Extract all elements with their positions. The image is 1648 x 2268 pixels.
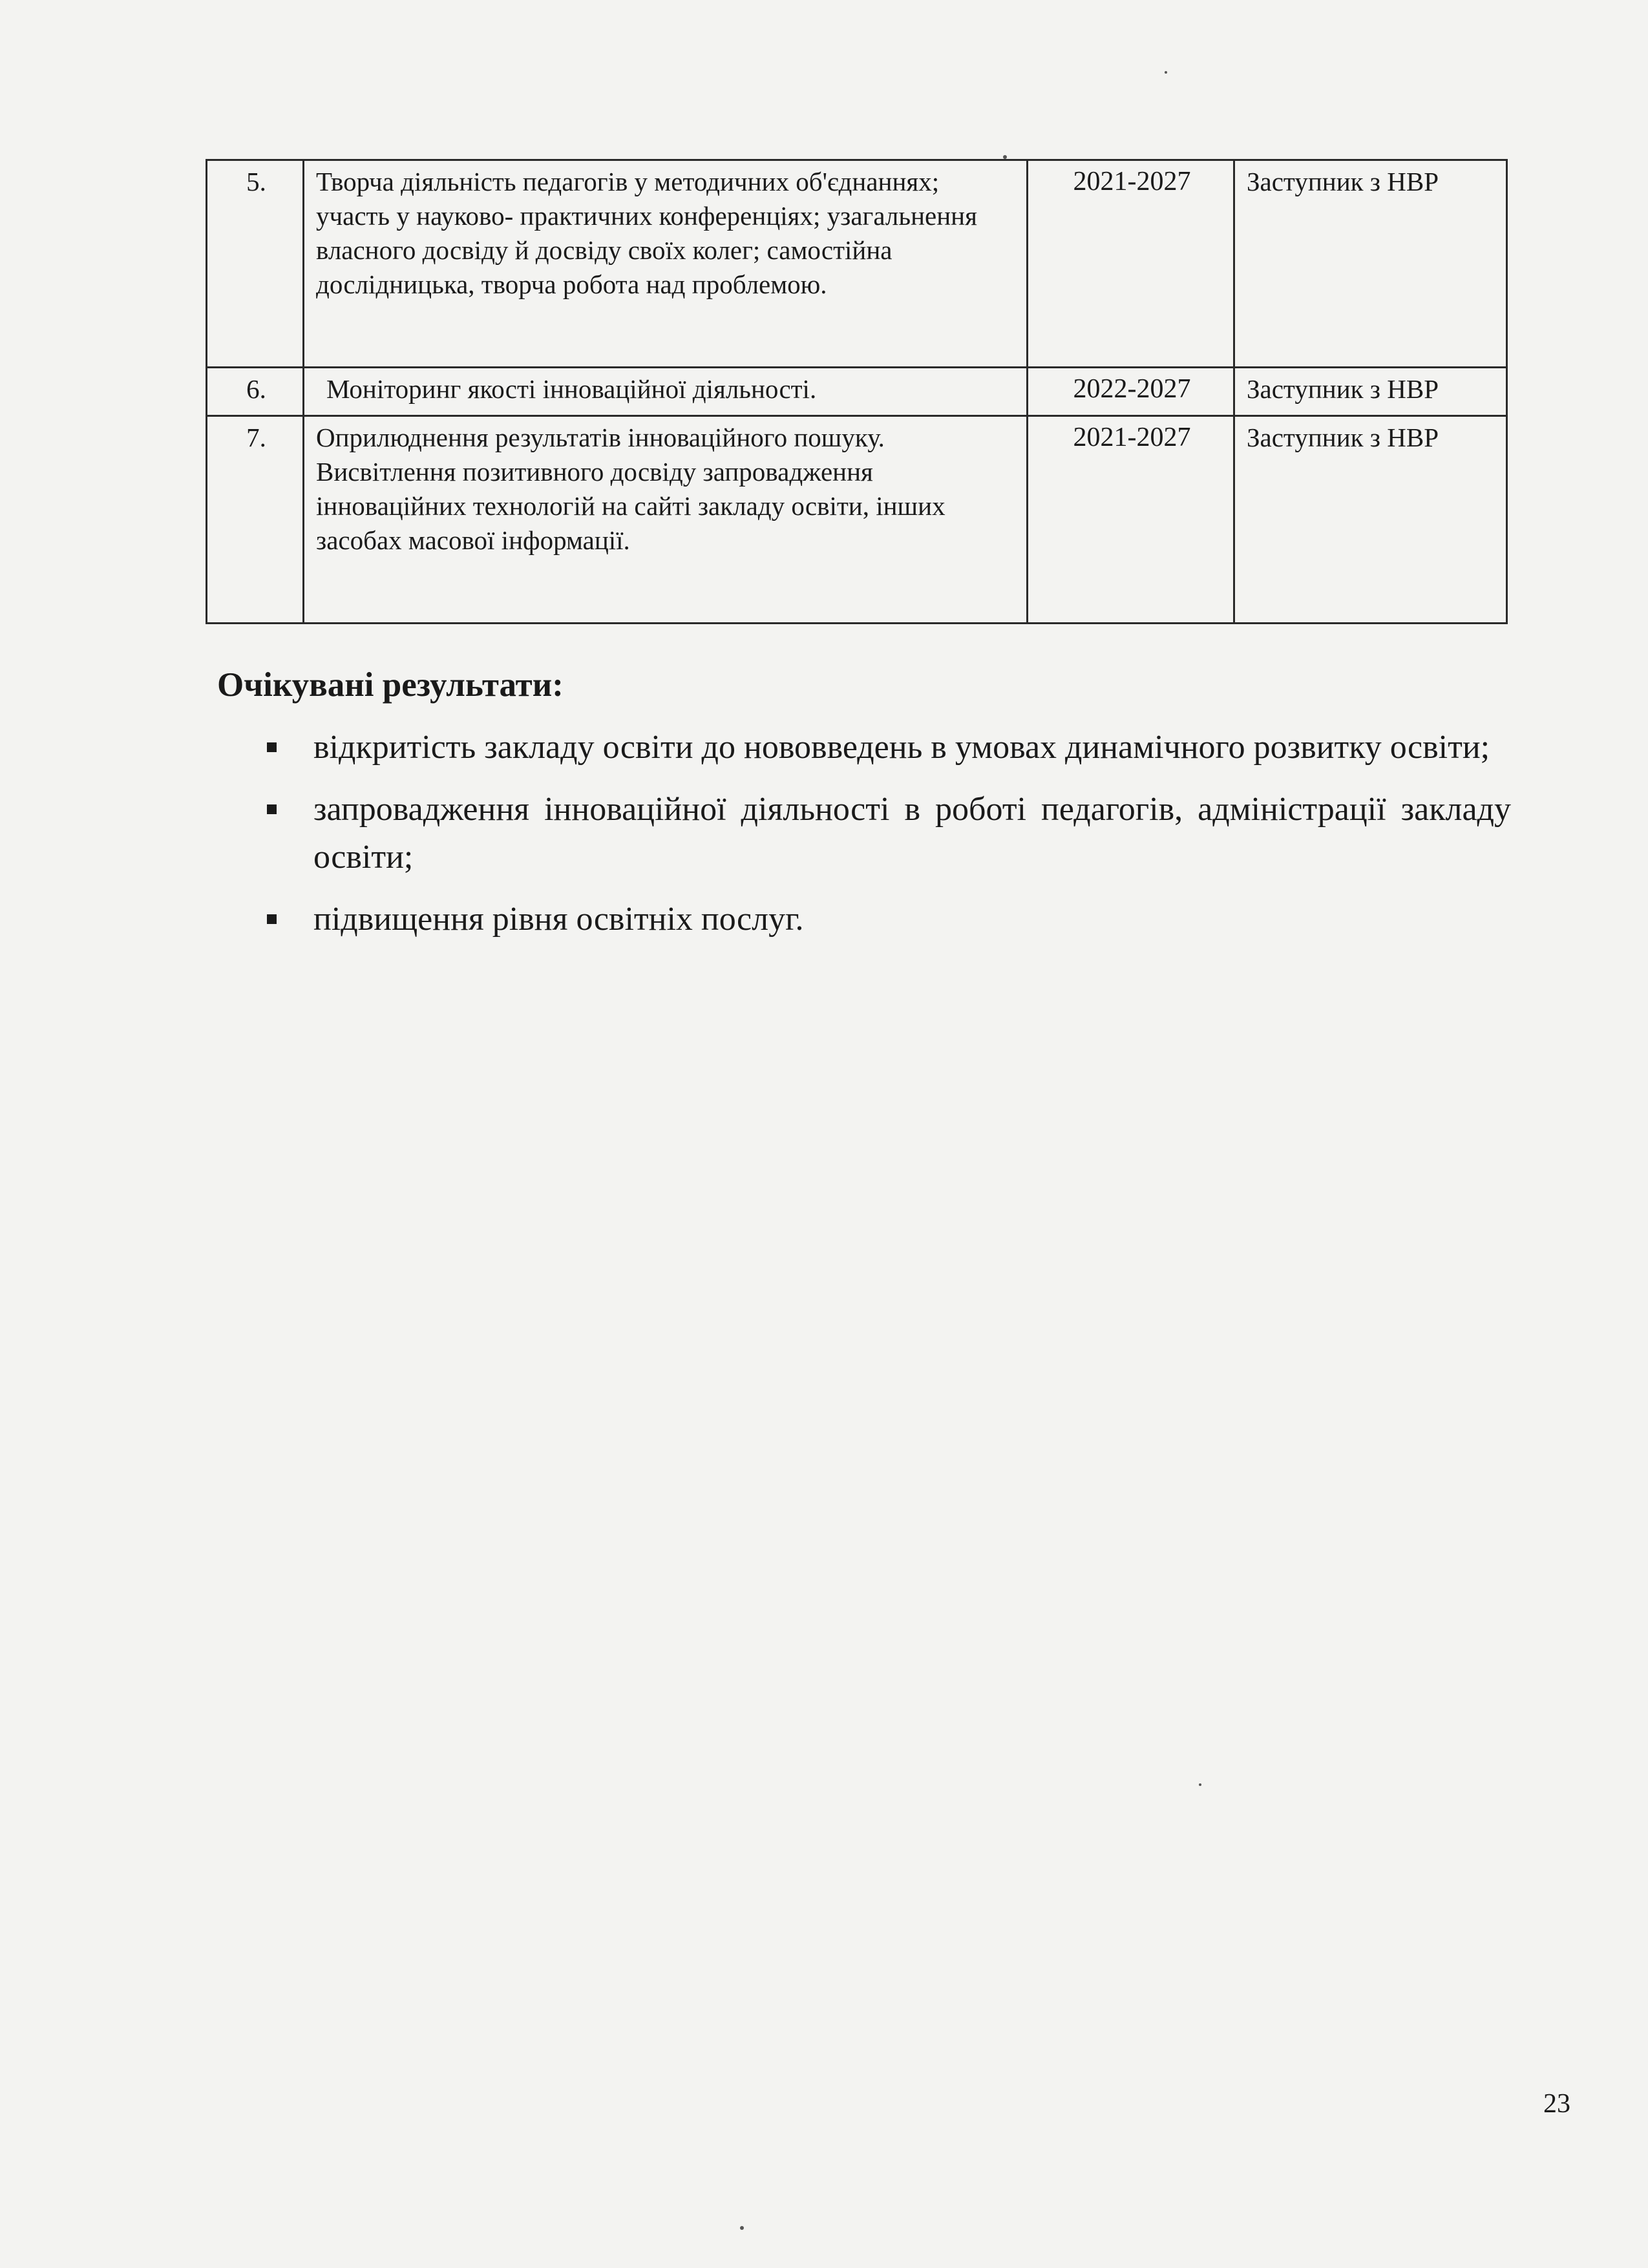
list-item-text: підвищення рівня освітніх послуг. [313,901,804,938]
list-item-text: відкритість закладу освіти до нововведень в умовах динамічного розвитку освіти; [313,729,1490,766]
scan-speck [1199,1783,1201,1786]
results-list [259,724,1511,958]
scan-speck [1003,155,1007,159]
row-term: 2021-2027 [1028,416,1234,624]
row-number: 5. [207,160,304,368]
row-task: Моніторинг якості інноваційної діяльності. [304,368,1028,416]
list-item [259,786,1511,881]
activity-table [206,159,1508,624]
list-item-text: запровадження інноваційної діяльності в роботі педагогів, адміністрації закладу освіти; [313,791,1511,876]
row-responsible: Заступник з НВР [1234,368,1507,416]
row-term: 2021-2027 [1028,160,1234,368]
results-heading: Очікувані результати: [217,666,564,704]
row-task: Оприлюднення результатів інноваційного пошуку. Висвітлення позитивного досвіду запровадження інноваційних технологій на сайті закладу освіти, інших засобах масової інформації. [304,416,1028,624]
row-task: Творча діяльність педагогів у методичних об'єднаннях; участь у науково- практичних конференціях; узагальнення власного досвіду й досвіду своїх колег; самостійна дослідницька, творча робота над проблемою. [304,160,1028,368]
table-row [207,416,1507,624]
page-number: 23 [1543,2089,1570,2119]
row-term: 2022-2027 [1028,368,1234,416]
scan-speck [1165,71,1167,74]
row-responsible: Заступник з НВР [1234,160,1507,368]
square-bullet-icon [267,804,277,814]
row-number: 7. [207,416,304,624]
square-bullet-icon [267,742,277,752]
square-bullet-icon [267,914,277,924]
table-row [207,160,1507,368]
table-row [207,368,1507,416]
row-responsible: Заступник з НВР [1234,416,1507,624]
row-number: 6. [207,368,304,416]
scan-speck [740,2226,744,2230]
list-item [259,896,1511,943]
list-item [259,724,1511,772]
